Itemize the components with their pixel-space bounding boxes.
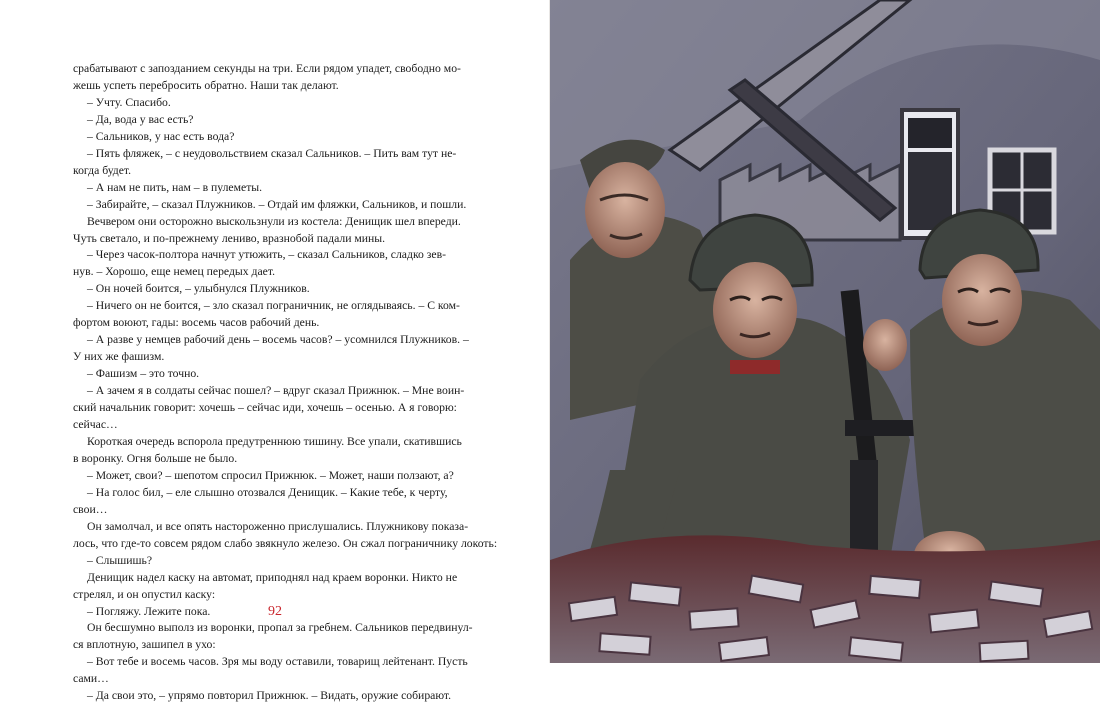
text-line: – А зачем я в солдаты сейчас пошел? – вдруг сказал Прижнюк. – Мне воин-: [87, 384, 465, 398]
text-line: – Пять фляжек, – с неудовольствием сказал Сальников. – Пить вам тут не-: [87, 146, 457, 160]
soldiers-illustration: [550, 0, 1100, 663]
text-line: Он замолчал, и все опять настороженно прислушались. Плужникову показа-: [87, 519, 469, 533]
brick-rubble: [550, 535, 1100, 663]
text-line: фортом воюют, гады: восемь часов рабочий день.: [73, 316, 320, 330]
text-line: – Сальников, у нас есть вода?: [87, 129, 235, 143]
text-line: – А разве у немцев рабочий день – восемь часов? – усомнился Плужников. –: [87, 333, 469, 347]
text-line: сейчас…: [73, 418, 118, 432]
text-line: – Да, вода у вас есть?: [87, 112, 194, 126]
text-line: нув. – Хорошо, еще немец передых дает.: [73, 265, 276, 279]
text-line: Денищик надел каску на автомат, приподнял над краем воронки. Никто не: [87, 570, 458, 584]
text-line: Вечвером они осторожно выскользнули из костела: Денищик шел впереди.: [87, 214, 461, 228]
text-line: – Слышишь?: [87, 553, 153, 567]
text-line: – Через часок-полтора начнут утюжить, – сказал Сальников, сладко зев-: [87, 248, 447, 262]
text-line: У них же фашизм.: [73, 350, 165, 364]
text-line: срабатывают с запозданием секунды на три. Если рядом упадет, свободно мо-: [73, 62, 461, 75]
text-line: – Погляжу. Лежите пока.: [87, 604, 211, 618]
text-line: – Ничего он не боится, – зло сказал пограничник, не оглядываясь. – С ком-: [87, 299, 460, 313]
text-line: – Забирайте, – сказал Плужников. – Отдай им фляжки, Сальников, и пошли.: [87, 197, 467, 211]
illustration-art: [550, 0, 1100, 663]
text-line: – Учту. Спасибо.: [87, 95, 171, 109]
text-line: ский начальник говорит: хочешь – сейчас иди, хочешь – осенью. А я говорю:: [73, 401, 457, 415]
text-line: Он бесшумно выполз из воронки, пропал за гребнем. Сальников передвинул-: [87, 621, 473, 635]
text-line: Чуть светало, и по-прежнему лениво, вразнобой падали мины.: [73, 231, 386, 245]
collar-tab-insignia: [730, 360, 780, 374]
text-line: Короткая очередь вспорола предутреннюю тишину. Все упали, скатившись: [87, 434, 462, 448]
text-line: жешь успеть перебросить обратно. Наши так делают.: [73, 78, 339, 92]
text-line: – Вот тебе и восемь часов. Зря мы воду оставили, товарищ лейтенант. Пусть: [87, 655, 468, 669]
text-line: сами…: [73, 672, 109, 686]
text-line: – Может, свои? – шепотом спросил Прижнюк. – Может, наши ползают, а?: [87, 468, 454, 482]
text-line: ся вплотную, зашипел в ухо:: [73, 638, 216, 652]
text-line: лось, что где-то совсем рядом слабо звякнуло железо. Он сжал пограничнику локоть:: [73, 536, 498, 550]
text-line: в воронку. Огня больше не было.: [73, 451, 238, 465]
text-line: стрелял, и он опустил каску:: [73, 587, 216, 601]
text-line: когда будет.: [73, 163, 132, 177]
text-line: – А нам не пить, нам – в пулеметы.: [87, 180, 263, 194]
text-line: свои…: [73, 502, 108, 516]
text-line: – На голос бил, – еле слышно отозвался Денищик. – Какие тебе, к черту,: [87, 485, 448, 499]
text-line: – Да свои это, – упрямо повторил Прижнюк. – Видать, оружие собирают.: [87, 689, 452, 703]
text-line: – Он ночей боится, – улыбнулся Плужников.: [87, 282, 310, 296]
text-page: [0, 0, 550, 703]
text-line: – Фашизм – это точно.: [87, 367, 200, 381]
page-number: 92: [268, 604, 282, 619]
